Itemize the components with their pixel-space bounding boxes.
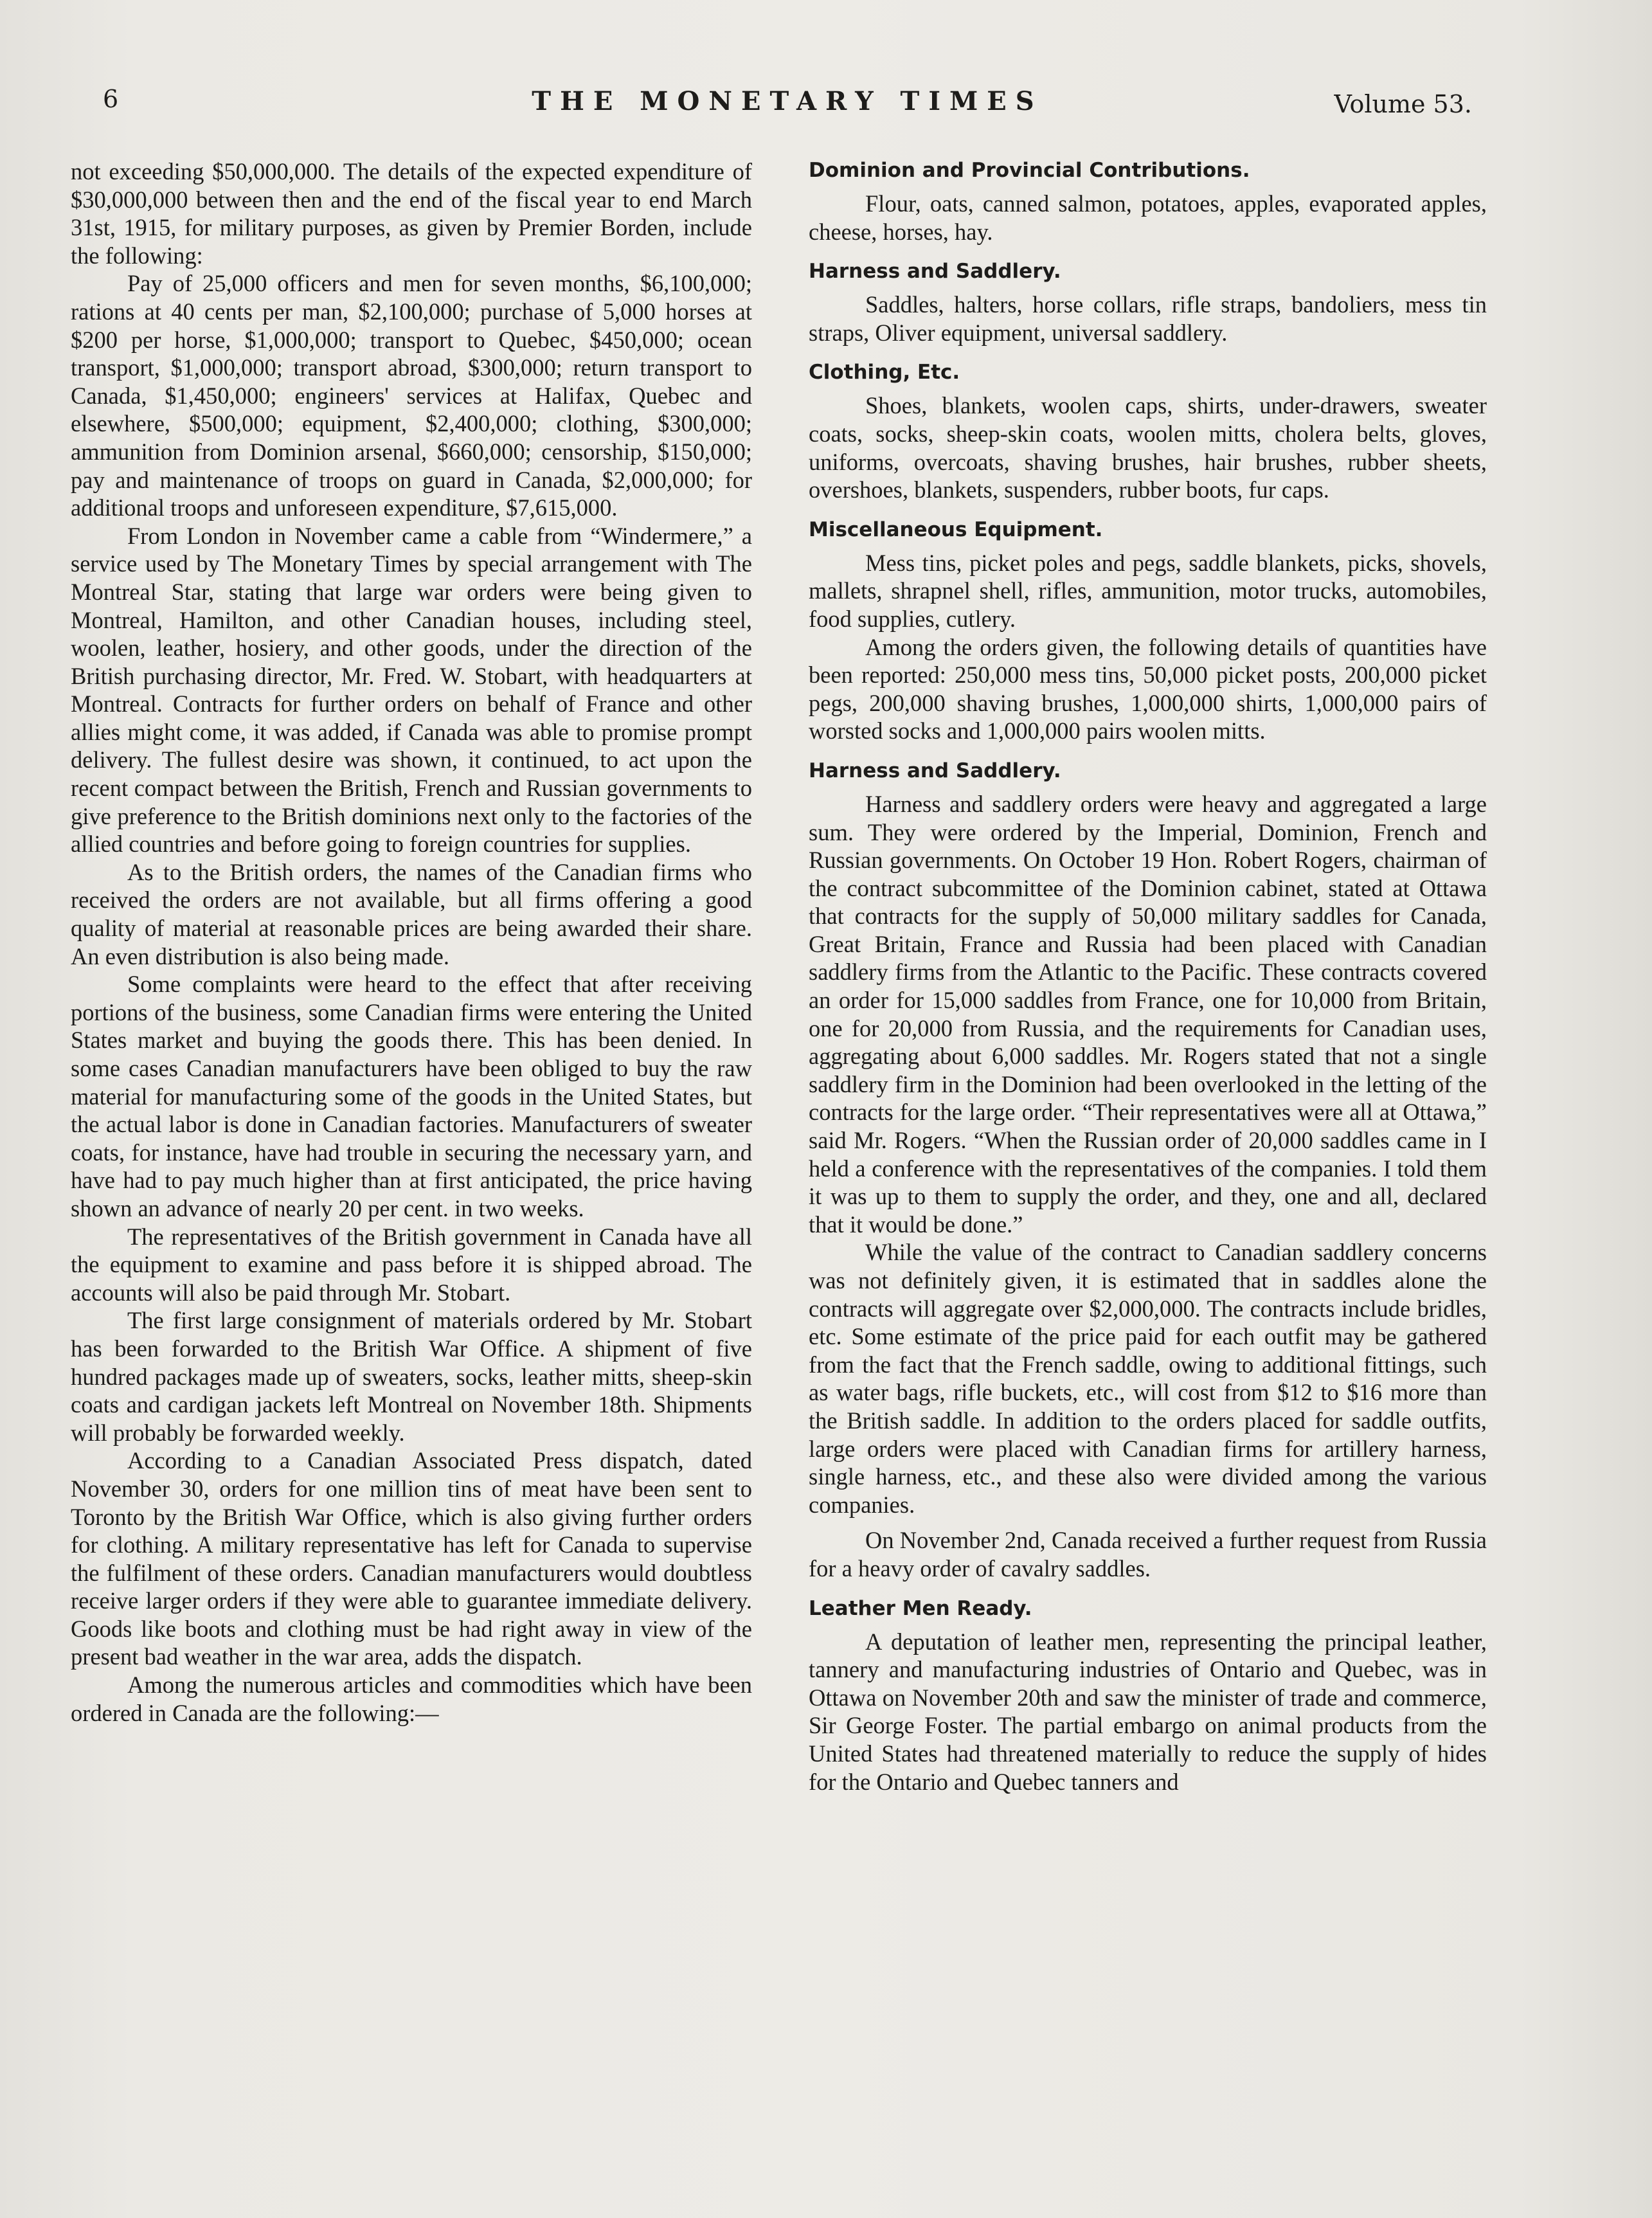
paragraph: As to the British orders, the names of the Canadian firms who received the orders are not available, but all firms offering a good quality of material at reasonable prices are being awarded their share. An even distribution is also being made. [71,858,752,969]
paragraph: The representatives of the British government in Canada have all the equipment to examine and pass before it is shipped abroad. The accounts will also be paid through Mr. Stobart. [71,1223,752,1306]
left-column [71,158,752,1727]
right-column [809,158,1487,1796]
section-heading: Miscellaneous Equipment. [809,518,1103,541]
publication-title: THE MONETARY TIMES [532,86,1043,116]
section-heading: Leather Men Ready. [809,1596,1032,1620]
paragraph: While the value of the contract to Canadian saddlery concerns was not definitely given, it is estimated that in saddles alone the contracts will aggregate over $2,000,000. The contracts include bridles, etc. Some estimate of the price paid for each outfit may be gathered from the fact that the French saddle, owing to additional fittings, such as water bags, rifle buckets, etc., will cost from $12 to $16 more than the British saddle. In addition to the orders placed for saddle outfits, large orders were placed with Canadian firms for artillery harness, single harness, etc., and these also were divided among the various companies. [809,1239,1487,1518]
paragraph: On November 2nd, Canada received a further request from Russia for a heavy order of cavalry saddles. [809,1527,1487,1582]
paragraph: Flour, oats, canned salmon, potatoes, apples, evaporated apples, cheese, horses, hay. [809,190,1487,245]
section-heading: Clothing, Etc. [809,361,960,384]
paragraph: According to a Canadian Associated Press dispatch, dated November 30, orders for one million tins of meat have been sent to Toronto by the British War Office, which is also giving further orders for clothing. A military representative has left for Canada to supervise the fulfilment of these orders. Canadian manufacturers would doubtless receive larger orders if they were able to guarantee immediate delivery. Goods like boots and clothing must be had right away in view of the present bad weather in the war area, adds the dispatch. [71,1447,752,1670]
running-head [103,82,1472,121]
paragraph: Some complaints were heard to the effect that after receiving portions of the business, some Canadian firms were entering the United States market and buying the goods there. This has been denied. In some cases Canadian manufacturers have been obliged to buy the raw material for manufacturing some of the goods in the United States, but the actual labor is done in Canadian factories. Manufacturers of sweater coats, for instance, have had trouble in securing the necessary yarn, and have had to pay much higher than at first anticipated, the price having shown an advance of nearly 20 per cent. in two weeks. [71,971,752,1222]
paragraph: Harness and saddlery orders were heavy and aggregated a large sum. They were ordered by the Imperial, Dominion, French and Russian governments. On October 19 Hon. Robert Rogers, chairman of the contract subcommittee of the Dominion cabinet, stated at Ottawa that contracts for the supply of 50,000 military saddles for Canada, Great Britain, France and Russia had been placed with Canadian saddlery firms from the Atlantic to the Pacific. These contracts covered an order for 15,000 saddles from France, one for 10,000 from Britain, one for 20,000 from Russia, and the requirements for Canadian uses, aggregating about 6,000 saddles. Mr. Rogers stated that not a single saddlery firm in the Dominion had been overlooked in the letting of the contracts for the large order. “Their representatives were all at Ottawa,” said Mr. Rogers. “When the Russian order of 20,000 saddles came in I held a conference with the representatives of the companies. I told them it was up to them to supply the order, and they, one and all, declared that it would be done.” [809,790,1487,1238]
section-heading: Dominion and Provincial Contributions. [809,159,1250,182]
paragraph: Pay of 25,000 officers and men for seven months, $6,100,000; rations at 40 cents per man, $2,100,000; purchase of 5,000 horses at $200 per horse, $1,000,000; transport to Quebec, $450,000; ocean transport, $1,000,000; transport abroad, $300,000; return transport to Canada, $1,450,000; engineers' services at Halifax, Quebec and elsewhere, $500,000; equipment, $2,400,000; clothing, $300,000; ammunition from Dominion arsenal, $660,000; censorship, $150,000; pay and maintenance of troops on guard in Canada, $2,000,000; for additional troops and unforeseen expenditure, $7,615,000. [71,270,752,521]
paragraph: not exceeding $50,000,000. The details of the expected expenditure of $30,000,000 between then and the end of the fiscal year to end March 31st, 1915, for military purposes, as given by Premier Borden, include the following: [71,158,752,269]
paragraph: From London in November came a cable from “Windermere,” a service used by The Monetary Times by special arrangement with The Montreal Star, stating that large war orders were being given to Montreal, Hamilton, and other Canadian houses, including steel, woolen, leather, hosiery, and other goods, under the direction of the British purchasing director, Mr. Fred. W. Stobart, with headquarters at Montreal. Contracts for further orders on behalf of France and other allies might come, it was added, if Canada was able to promise prompt delivery. The fullest desire was shown, it continued, to act upon the recent compact between the British, French and Russian governments to give preference to the British dominions next only to the factories of the allied countries and before going to foreign countries for supplies. [71,522,752,858]
paragraph: Mess tins, picket poles and pegs, saddle blankets, picks, shovels, mallets, shrapnel shell, rifles, ammunition, motor trucks, automobiles, food supplies, cutlery. [809,549,1487,632]
paragraph: Shoes, blankets, woolen caps, shirts, under-drawers, sweater coats, socks, sheep-skin coats, woolen mitts, cholera belts, gloves, uniforms, overcoats, shaving brushes, hair brushes, rubber sheets, overshoes, blankets, suspenders, rubber boots, fur caps. [809,392,1487,503]
paragraph: Among the orders given, the following details of quantities have been reported: 250,000 mess tins, 50,000 picket posts, 200,000 picket pegs, 200,000 shaving brushes, 1,000,000 shirts, 1,000,000 pairs of worsted socks and 1,000,000 pairs woolen mitts. [809,633,1487,744]
paragraph: The first large consignment of materials ordered by Mr. Stobart has been forwarded to the British War Office. A shipment of five hundred packages made up of sweaters, socks, leather mitts, sheep-skin coats and cardigan jackets left Montreal on November 18th. Shipments will probably be forwarded weekly. [71,1307,752,1446]
paragraph: Among the numerous articles and commodities which have been ordered in Canada are the following:— [71,1672,752,1726]
page-number: 6 [103,85,119,113]
section-heading: Harness and Saddlery. [809,260,1061,284]
paragraph: A deputation of leather men, representing the principal leather, tannery and manufacturing industries of Ontario and Quebec, was in Ottawa on November 20th and saw the minister of trade and commerce, Sir George Foster. The partial embargo on animal products from the United States had threatened materially to reduce the supply of hides for the Ontario and Quebec tanners and [809,1628,1487,1795]
section-heading: Harness and Saddlery. [809,759,1061,782]
paragraph: Saddles, halters, horse collars, rifle straps, bandoliers, mess tin straps, Oliver equipment, universal saddlery. [809,291,1487,346]
volume-label: Volume 53. [1334,90,1472,118]
